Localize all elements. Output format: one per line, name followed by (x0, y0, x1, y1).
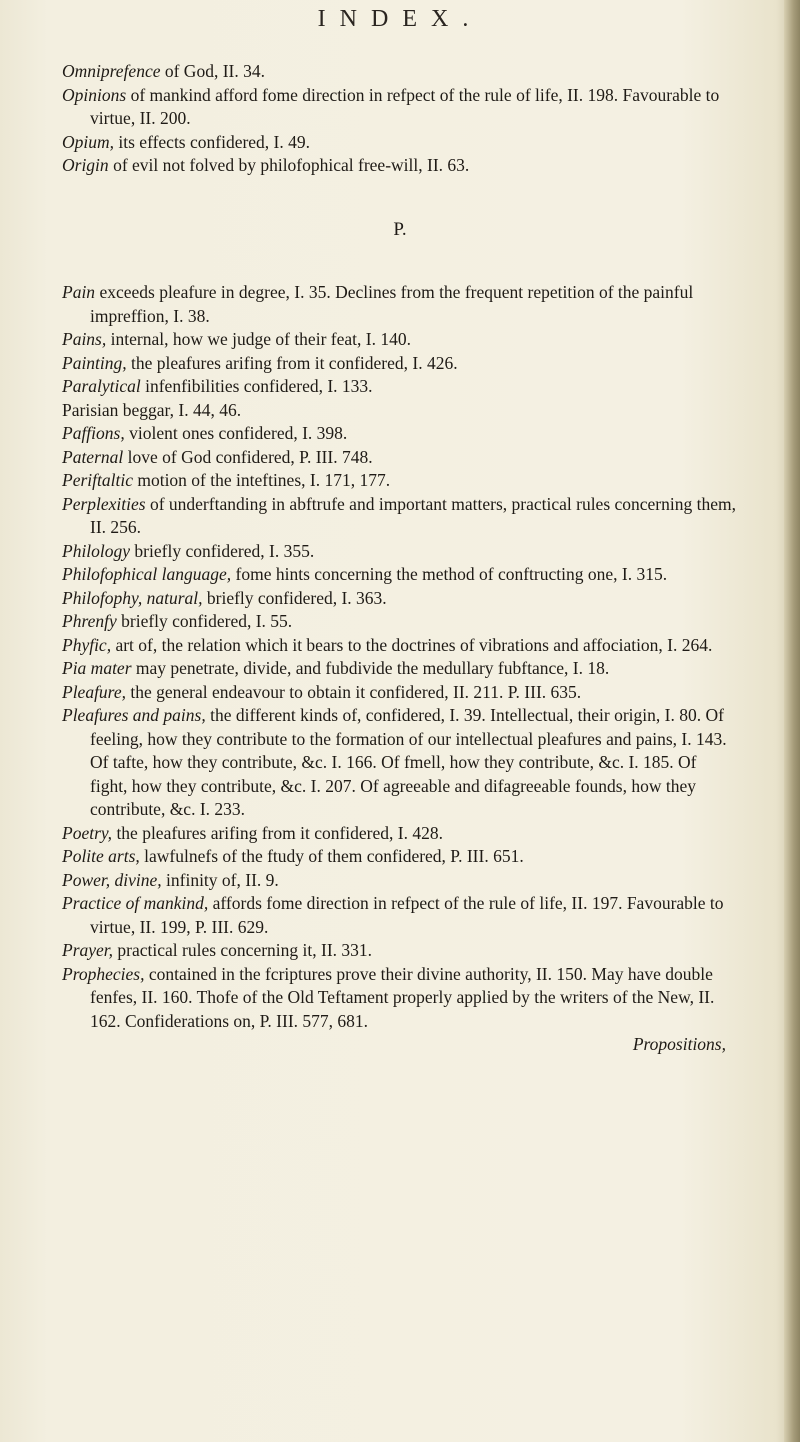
index-term: Opium, (62, 131, 115, 152)
index-term: Pain (62, 282, 96, 302)
index-text: infinity of, II. 9. (161, 869, 279, 890)
index-text: lawfulnefs of the ftudy of them confidered, P. III. 651. (139, 846, 524, 866)
index-term: Origin (62, 155, 109, 175)
index-term: Philofophy, natural, (62, 587, 203, 608)
index-text: exceeds pleafure in degree, I. 35. Declines from the frequent repetition of the painful impreffion, I. 38. (90, 282, 694, 326)
index-term: Philology (62, 540, 131, 561)
index-entry (62, 845, 738, 869)
index-entry (62, 657, 738, 681)
index-term: Phrenfy (62, 611, 117, 631)
index-text: love of God confidered, P. III. 748. (123, 446, 373, 467)
index-term: Pleafure, (62, 681, 126, 702)
index-term: Opinions (62, 84, 127, 105)
index-text: affords fome direction in refpect of the rule of life, II. 197. Favourable to virtue, II. 199, P. III. 629. (90, 893, 724, 937)
index-text: motion of the inteftines, I. 171, 177. (132, 470, 391, 490)
index-term: Omniprefence (62, 61, 161, 81)
index-text: the pleafures arifing from it confidered, I. 426. (126, 352, 458, 373)
index-entry (62, 704, 738, 822)
index-entry (62, 493, 738, 540)
index-entry (62, 681, 738, 705)
index-text: practical rules concerning it, II. 331. (113, 940, 373, 960)
index-term: Power, divine, (62, 869, 162, 890)
index-text: infenfibilities confidered, I. 133. (140, 376, 373, 396)
index-text: contained in the fcriptures prove their divine authority, II. 150. May have double fenfes, II. 160. Thofe of the Old Teftament properly applied by the writers of the New, II. 162. Confiderations on, P. III. 577, 681. (90, 963, 715, 1031)
index-term: Phyfic, (62, 634, 112, 655)
page-edge (784, 0, 800, 1442)
index-text: of mankind afford fome direction in refpect of the rule of life, II. 198. Favourable to virtue, II. 200. (90, 84, 720, 128)
index-text: briefly confidered, I. 55. (116, 611, 293, 631)
index-text: internal, how we judge of their feat, I. 140. (106, 329, 411, 349)
running-head: INDEX. (317, 6, 483, 32)
index-term: Painting, (62, 352, 127, 373)
index-term: Prophecies, (62, 963, 145, 984)
index-term: Paternal (62, 446, 124, 467)
index-entry (62, 892, 738, 939)
index-term: Perplexities (62, 493, 146, 514)
index-entry (62, 131, 738, 155)
index-entry (62, 939, 738, 963)
index-term: Polite arts, (62, 846, 140, 866)
index-entry (62, 399, 738, 423)
index-entry (62, 154, 738, 178)
index-term: Pains, (62, 329, 107, 349)
index-text: its effects confidered, I. 49. (114, 131, 311, 152)
index-text: of God, II. 34. (160, 61, 265, 81)
index-entry (62, 84, 738, 131)
index-text: the different kinds of, confidered, I. 39. Intellectual, their origin, I. 80. Of feeling, how they contribute to the formation of our intellectual pleafures and pains, I. 143. Of tafte, how they contribute, &c. I. 166. Of fmell, how they contribute, &c. I. 185. Of fight, how they contribute, &c. I. 207. Of agreeable and difagreeable founds, how they contribute, &c. I. 233. (90, 705, 727, 819)
index-term: Practice of mankind, (62, 893, 209, 913)
index-text: Parisian beggar, I. 44, 46. (62, 399, 242, 420)
index-text: art of, the relation which it bears to the doctrines of vibrations and affociation, I. 264. (111, 634, 713, 655)
index-text: briefly confidered, I. 355. (130, 540, 315, 561)
index-text: of evil not folved by philofophical free-will, II. 63. (108, 155, 470, 175)
index-entry (62, 328, 738, 352)
index-entry (62, 422, 738, 446)
index-term: Prayer, (62, 940, 114, 960)
section-letter: P. (393, 218, 407, 240)
index-entry (62, 446, 738, 470)
index-entry (62, 634, 738, 658)
index-entry (62, 60, 738, 84)
index-entry (62, 587, 738, 611)
index-term: Paffions, (62, 423, 125, 443)
index-entry (62, 563, 738, 587)
entries-p (62, 281, 738, 1033)
index-term: Philofophical language, (62, 564, 232, 584)
index-term: Poetry, (62, 822, 113, 843)
index-text: the general endeavour to obtain it confidered, II. 211. P. III. 635. (125, 681, 582, 702)
index-entry (62, 375, 738, 399)
index-column (62, 60, 738, 1057)
index-entry (62, 469, 738, 493)
index-entry (62, 869, 738, 893)
index-text: the pleafures arifing from it confidered, I. 428. (112, 822, 443, 843)
index-entry (62, 281, 738, 328)
index-term: Paralytical (62, 376, 141, 396)
index-term: Pia mater (62, 658, 132, 678)
index-entry (62, 540, 738, 564)
index-text: of underftanding in abftrufe and important matters, practical rules concerning them, II. 256. (90, 493, 736, 537)
index-text: fome hints concerning the method of conftructing one, I. 315. (231, 564, 668, 584)
index-entry (62, 822, 738, 846)
index-text: violent ones confidered, I. 398. (124, 423, 348, 443)
index-text: briefly confidered, I. 363. (202, 587, 387, 608)
entries-o (62, 60, 738, 178)
index-text: may penetrate, divide, and fubdivide the medullary fubftance, I. 18. (131, 658, 610, 678)
index-entry (62, 352, 738, 376)
index-entry (62, 610, 738, 634)
index-term: Pleafures and pains, (62, 705, 206, 725)
catchword: Propositions, (632, 1034, 726, 1054)
index-term: Periftaltic (62, 470, 133, 490)
index-entry (62, 963, 738, 1034)
